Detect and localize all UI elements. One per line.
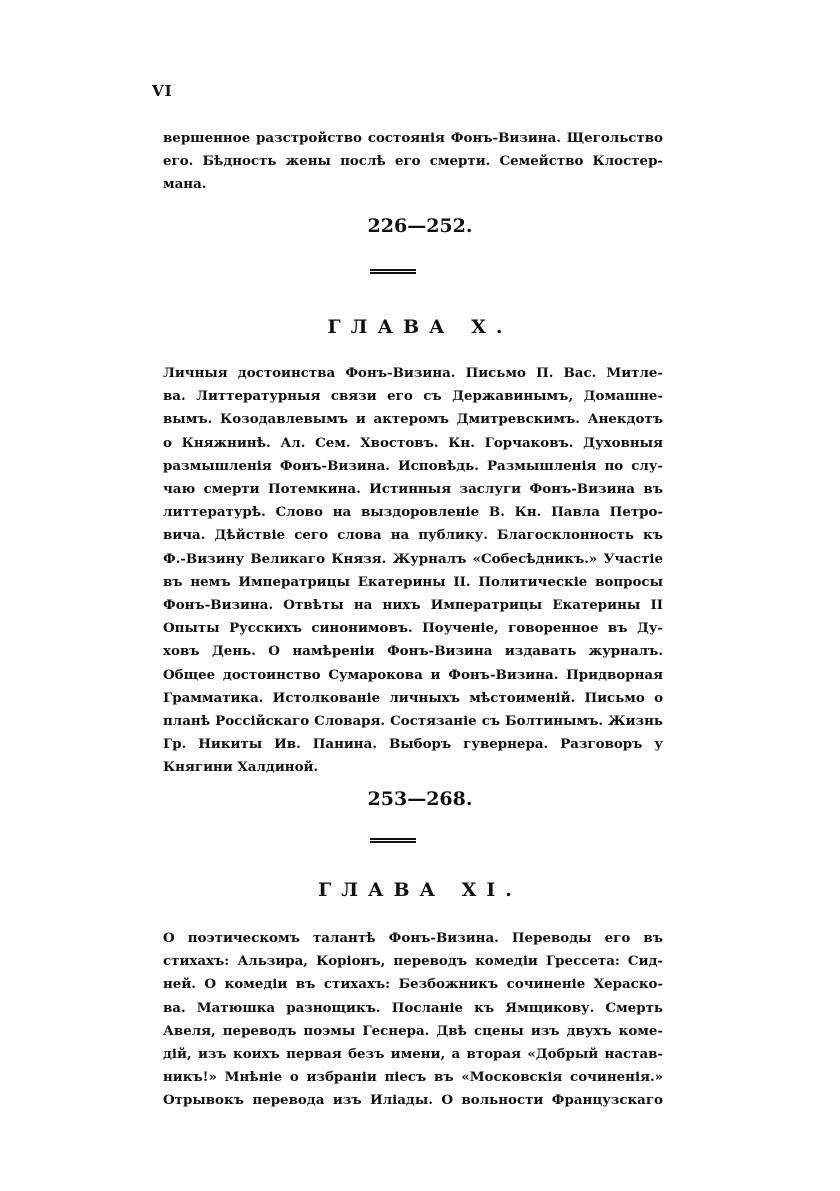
page-number: VI (152, 82, 173, 100)
text-line: Ф.-Визину Великаго Князя. Журналъ «Собесѣдникъ.» Участіе (163, 550, 663, 567)
text-line: Опыты Русскихъ синонимовъ. Поученіе, говоренное въ Ду- (163, 620, 663, 637)
chapter-title: ГЛАВА XI. (318, 879, 522, 901)
text-line: дій, изъ коихъ первая безъ имени, а вторая «Добрый настав- (163, 1046, 663, 1063)
text-line: вича. Дѣйствіе сего слова на публику. Благосклонность къ (163, 527, 663, 544)
text-line: ва. Матюшка разнощикъ. Посланіе къ Ямщикову. Смерть (163, 999, 663, 1016)
text-line: ней. О комедіи въ стихахъ: Безбожникъ сочиненіе Хераско- (163, 976, 663, 993)
text-line: Общее достоинство Сумарокова и Фонъ-Визина. Придворная (163, 666, 663, 683)
chapter-title: ГЛАВА X. (327, 316, 513, 338)
text-line: въ немъ Императрицы Екатерины II. Политическіе вопросы (163, 573, 663, 590)
intro-paragraph (163, 127, 663, 197)
divider (370, 269, 416, 274)
text-line: ховъ День. О намѣреніи Фонъ-Визина издавать журналъ. (163, 643, 663, 660)
text-line: планѣ Россійскаго Словаря. Состязаніе съ Болтинымъ. Жизнь (163, 713, 663, 730)
page-range: 253—268. (367, 788, 473, 810)
text-line: вершенное разстройство состоянія Фонъ-Визина. Щегольство (163, 130, 663, 146)
text-line: Личныя достоинства Фонъ-Визина. Письмо П. Вас. Митле- (163, 365, 663, 381)
text-line: ва. Литтературныя связи его съ Державинымъ, Домашне- (163, 388, 663, 405)
text-line: стихахъ: Альзира, Коріонъ, переводъ комедіи Грессета: Сид- (163, 953, 663, 970)
text-line: чаю смерти Потемкина. Истинныя заслуги Фонъ-Визина въ (163, 481, 663, 498)
chapter-10-summary (163, 362, 663, 780)
divider (370, 838, 416, 843)
text-line: Княгини Халдиной. (163, 759, 319, 776)
text-line: литтературѣ. Слово на выздоровленіе В. Кн. Павла Петро- (163, 504, 663, 521)
text-line: никъ!» Мнѣніе о избраніи піесъ въ «Московскія сочиненія.» (163, 1069, 663, 1086)
text-line: Фонъ-Визина. Отвѣты на нихъ Императрицы Екатерины II (163, 597, 663, 614)
text-line: его. Бѣдность жены послѣ его смерти. Семейство Клостер- (163, 153, 663, 170)
text-line: Отрывокъ перевода изъ Иліады. О вольности Французскаго (163, 1092, 663, 1109)
text-line: вымъ. Козодавлевымъ и актеромъ Дмитревскимъ. Анекдотъ (163, 411, 663, 428)
text-line: Гр. Никиты Ив. Панина. Выборъ гувернера. Разговоръ у (163, 736, 663, 753)
page-range: 226—252. (367, 215, 473, 237)
text-line: мана. (163, 176, 207, 193)
text-line: размышленія Фонъ-Визина. Исповѣдь. Размышленія по слу- (163, 457, 663, 474)
text-line: Авеля, переводъ поэмы Геснера. Двѣ сцены изъ двухъ коме- (163, 1022, 663, 1039)
chapter-11-summary (163, 927, 663, 1113)
text-line: о Княжнинѣ. Ал. Сем. Хвостовъ. Кн. Горчаковъ. Духовныя (163, 434, 663, 451)
text-line: Грамматика. Истолкованіе личныхъ мѣстоименій. Письмо о (163, 689, 663, 706)
text-line: О поэтическомъ талантѣ Фонъ-Визина. Переводы его въ (163, 930, 663, 946)
